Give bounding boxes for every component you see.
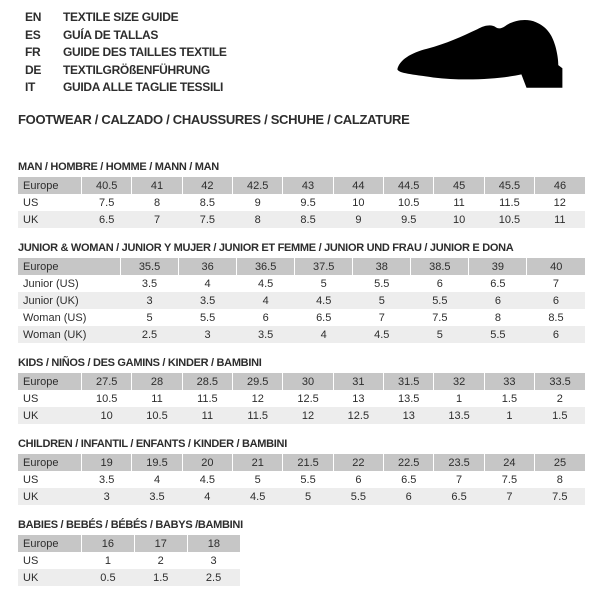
legend-line-it xyxy=(25,79,227,97)
category-heading: FOOTWEAR / CALZADO / CHAUSSURES / SCHUHE / CALZATURE xyxy=(18,112,410,127)
size-value-cell: 4.5 xyxy=(295,292,353,309)
size-table-man xyxy=(18,177,585,228)
size-value-cell: 37.5 xyxy=(295,258,353,275)
size-value-cell: 31.5 xyxy=(384,373,434,390)
size-value-cell: 36 xyxy=(179,258,237,275)
section-man xyxy=(18,161,585,228)
size-value-cell: 7 xyxy=(484,488,534,505)
size-value-cell: 5.5 xyxy=(300,473,316,486)
size-value-cell: 2 xyxy=(157,554,164,567)
size-value-cell: 3.5 xyxy=(132,488,182,505)
size-value-cell: 5.5 xyxy=(469,326,527,343)
size-value-cell: 8 xyxy=(494,311,501,324)
size-value-cell: 0.5 xyxy=(82,569,135,586)
size-value-cell: 11 xyxy=(453,196,465,209)
size-value-cell: 1 xyxy=(484,407,534,424)
size-value-cell: 6 xyxy=(384,488,434,505)
table-row xyxy=(18,390,585,407)
size-value-cell: 7.5 xyxy=(432,311,448,324)
size-value-cell: 33 xyxy=(484,373,534,390)
size-value-cell: 7 xyxy=(456,473,463,486)
row-label: Junior (US) xyxy=(23,277,79,290)
size-value-cell: 8.5 xyxy=(548,311,564,324)
size-value-cell: 3.5 xyxy=(99,473,115,486)
size-value-cell: 10.5 xyxy=(484,211,534,228)
size-value-cell: 4.5 xyxy=(258,277,274,290)
size-value-cell: 12 xyxy=(553,196,566,209)
size-table-kids xyxy=(18,373,585,424)
size-value-cell: 23.5 xyxy=(434,454,484,471)
size-value-cell: 22.5 xyxy=(384,454,434,471)
size-value-cell: 33.5 xyxy=(535,373,585,390)
row-label: US xyxy=(23,196,39,209)
size-value-cell: 24 xyxy=(484,454,534,471)
size-value-cell: 12 xyxy=(251,392,264,405)
size-value-cell: 7.5 xyxy=(182,211,232,228)
size-value-cell: 40 xyxy=(527,258,585,275)
size-value-cell: 46 xyxy=(535,177,585,194)
size-value-cell: 6.5 xyxy=(316,311,332,324)
row-label: US xyxy=(23,473,39,486)
size-value-cell: 8.5 xyxy=(283,211,333,228)
size-value-cell: 10.5 xyxy=(95,392,118,405)
size-value-cell: 5 xyxy=(146,311,153,324)
size-table-junior-woman xyxy=(18,258,585,343)
size-value-cell: 11.5 xyxy=(197,392,218,405)
row-label: US xyxy=(23,392,39,405)
table-row xyxy=(18,326,585,343)
size-value-cell: 8 xyxy=(153,196,161,209)
size-value-cell: 36.5 xyxy=(237,258,295,275)
size-value-cell: 43 xyxy=(283,177,333,194)
size-value-cell: 8.5 xyxy=(199,196,215,209)
section-title: JUNIOR & WOMAN / JUNIOR Y MUJER / JUNIOR ET FEMME / JUNIOR UND FRAU / JUNIOR E DONA xyxy=(18,242,514,254)
size-value-cell: 4 xyxy=(237,292,295,309)
table-row xyxy=(18,275,585,292)
size-value-cell: 7 xyxy=(552,277,560,290)
size-value-cell: 28 xyxy=(132,373,182,390)
size-value-cell: 7.5 xyxy=(535,488,585,505)
size-value-cell: 5.5 xyxy=(374,277,390,290)
size-value-cell: 31 xyxy=(333,373,383,390)
size-value-cell: 10.5 xyxy=(132,407,182,424)
language-label: TEXTILE SIZE GUIDE xyxy=(63,10,179,24)
size-value-cell: 10 xyxy=(352,196,365,209)
size-value-cell: 9.5 xyxy=(300,196,316,209)
size-value-cell: 4 xyxy=(153,473,161,486)
size-value-cell: 7 xyxy=(132,211,182,228)
section-title: MAN / HOMBRE / HOMME / MANN / MAN xyxy=(18,161,219,173)
language-code: DE xyxy=(25,62,42,77)
language-code: IT xyxy=(25,80,36,94)
table-row xyxy=(18,535,240,552)
size-value-cell: 6 xyxy=(527,292,585,309)
size-value-cell: 42.5 xyxy=(233,177,283,194)
size-value-cell: 1 xyxy=(456,392,463,405)
size-value-cell: 39 xyxy=(469,258,527,275)
row-label: UK xyxy=(18,569,82,586)
size-table-children xyxy=(18,454,585,505)
size-value-cell: 32 xyxy=(434,373,484,390)
row-label: Europe xyxy=(18,535,82,552)
size-value-cell: 6 xyxy=(355,473,362,486)
section-kids xyxy=(18,357,585,424)
section-title: BABIES / BEBÉS / BÉBÉS / BABYS /BAMBINI xyxy=(18,519,243,531)
size-value-cell: 1.5 xyxy=(535,407,585,424)
table-row xyxy=(18,471,585,488)
size-value-cell: 12 xyxy=(283,407,333,424)
table-row xyxy=(18,407,585,424)
size-value-cell: 5 xyxy=(411,326,469,343)
size-value-cell: 5.5 xyxy=(411,292,469,309)
table-row xyxy=(18,211,585,228)
size-value-cell: 5.5 xyxy=(333,488,383,505)
size-value-cell: 6 xyxy=(262,311,269,324)
size-value-cell: 13 xyxy=(352,392,365,405)
size-value-cell: 5.5 xyxy=(199,311,216,324)
size-value-cell: 21.5 xyxy=(283,454,333,471)
language-label: GUIDA ALLE TAGLIE TESSILI xyxy=(63,80,224,94)
size-value-cell: 3.5 xyxy=(179,292,237,309)
size-value-cell: 13 xyxy=(384,407,434,424)
size-value-cell: 6.5 xyxy=(490,277,506,290)
section-title: KIDS / NIÑOS / DES GAMINS / KINDER / BAMBINI xyxy=(18,357,262,369)
size-value-cell: 8 xyxy=(556,473,563,486)
table-row xyxy=(18,194,585,211)
table-row xyxy=(18,552,240,569)
row-label: UK xyxy=(18,488,82,505)
row-label: Woman (UK) xyxy=(18,326,121,343)
size-value-cell: 4.5 xyxy=(199,473,215,486)
size-value-cell: 42 xyxy=(182,177,232,194)
row-label: UK xyxy=(18,407,82,424)
dress-shoe-icon xyxy=(390,18,580,100)
size-value-cell: 35.5 xyxy=(121,258,179,275)
row-label: Europe xyxy=(18,373,82,390)
size-value-cell: 11 xyxy=(182,407,232,424)
size-value-cell: 6 xyxy=(469,292,527,309)
size-value-cell: 10.5 xyxy=(398,196,420,209)
size-value-cell: 6 xyxy=(436,277,443,290)
size-value-cell: 6.5 xyxy=(401,473,417,486)
table-row xyxy=(18,454,585,471)
section-junior-woman xyxy=(18,242,585,343)
section-children xyxy=(18,438,585,505)
size-value-cell: 38 xyxy=(353,258,411,275)
size-value-cell: 13.5 xyxy=(398,392,420,405)
size-value-cell: 1.5 xyxy=(501,392,518,405)
size-value-cell: 22 xyxy=(333,454,383,471)
size-value-cell: 1 xyxy=(104,554,111,567)
size-value-cell: 9.5 xyxy=(384,211,434,228)
row-label: Europe xyxy=(18,177,82,194)
size-value-cell: 3.5 xyxy=(237,326,295,343)
size-value-cell: 7.5 xyxy=(501,473,518,486)
size-value-cell: 25 xyxy=(535,454,585,471)
language-code: FR xyxy=(25,45,41,59)
size-value-cell: 5 xyxy=(283,488,333,505)
size-value-cell: 18 xyxy=(187,535,240,552)
legend-line-en xyxy=(25,9,227,27)
size-value-cell: 10 xyxy=(82,407,132,424)
section-title: CHILDREN / INFANTIL / ENFANTS / KINDER / BAMBINI xyxy=(18,438,287,450)
size-value-cell: 28.5 xyxy=(182,373,232,390)
size-value-cell: 4 xyxy=(204,277,211,290)
size-value-cell: 44 xyxy=(333,177,383,194)
legend-line-de xyxy=(25,62,227,80)
size-value-cell: 7.5 xyxy=(99,196,115,209)
size-value-cell: 11.5 xyxy=(233,407,283,424)
language-code: EN xyxy=(25,10,42,24)
legend-line-fr xyxy=(25,44,227,62)
size-value-cell: 12.5 xyxy=(333,407,383,424)
language-legend xyxy=(25,9,227,97)
size-value-cell: 4 xyxy=(295,326,353,343)
size-value-cell: 2 xyxy=(556,392,563,405)
row-label: Europe xyxy=(18,258,121,275)
size-value-cell: 3 xyxy=(179,326,237,343)
size-value-cell: 13.5 xyxy=(434,407,484,424)
size-value-cell: 6 xyxy=(527,326,585,343)
legend-line-es xyxy=(25,27,227,45)
language-label: TEXTILGRÖßENFÜHRUNG xyxy=(63,62,210,77)
size-value-cell: 3.5 xyxy=(141,277,158,290)
size-value-cell: 44.5 xyxy=(384,177,434,194)
language-label: GUIDE DES TAILLES TEXTILE xyxy=(63,45,227,59)
size-value-cell: 27.5 xyxy=(82,373,132,390)
size-value-cell: 3 xyxy=(82,488,132,505)
size-value-cell: 19 xyxy=(82,454,132,471)
section-babies xyxy=(18,519,585,586)
size-value-cell: 1.5 xyxy=(134,569,187,586)
table-row xyxy=(18,309,585,326)
size-value-cell: 2.5 xyxy=(187,569,240,586)
size-value-cell: 38.5 xyxy=(411,258,469,275)
size-value-cell: 11.5 xyxy=(499,196,520,209)
size-value-cell: 40.5 xyxy=(82,177,132,194)
row-label: Junior (UK) xyxy=(18,292,121,309)
size-value-cell: 6.5 xyxy=(82,211,132,228)
size-table-babies xyxy=(18,535,240,586)
size-value-cell: 29.5 xyxy=(233,373,283,390)
size-value-cell: 30 xyxy=(283,373,333,390)
size-tables-area xyxy=(18,148,585,600)
size-value-cell: 12.5 xyxy=(297,392,319,405)
row-label: Europe xyxy=(18,454,82,471)
size-value-cell: 45 xyxy=(434,177,484,194)
size-value-cell: 4 xyxy=(182,488,232,505)
size-value-cell: 5 xyxy=(254,473,261,486)
size-value-cell: 20 xyxy=(182,454,232,471)
size-value-cell: 19.5 xyxy=(132,454,182,471)
size-value-cell: 10 xyxy=(434,211,484,228)
row-label: UK xyxy=(18,211,82,228)
size-value-cell: 9 xyxy=(254,196,261,209)
table-row xyxy=(18,373,585,390)
size-value-cell: 4.5 xyxy=(233,488,283,505)
size-value-cell: 3 xyxy=(121,292,179,309)
language-code: ES xyxy=(25,27,41,42)
size-value-cell: 4.5 xyxy=(353,326,411,343)
language-label: GUÍA DE TALLAS xyxy=(63,27,159,42)
table-row xyxy=(18,177,585,194)
size-value-cell: 7 xyxy=(378,311,385,324)
size-value-cell: 17 xyxy=(134,535,187,552)
table-row xyxy=(18,488,585,505)
row-label: US xyxy=(23,554,39,567)
size-value-cell: 11 xyxy=(151,392,163,405)
size-value-cell: 5 xyxy=(320,277,327,290)
size-value-cell: 11 xyxy=(535,211,585,228)
size-value-cell: 9 xyxy=(333,211,383,228)
size-value-cell: 5 xyxy=(353,292,411,309)
size-value-cell: 2.5 xyxy=(121,326,179,343)
size-value-cell: 21 xyxy=(233,454,283,471)
table-row xyxy=(18,569,240,586)
row-label: Woman (US) xyxy=(23,311,87,324)
size-value-cell: 8 xyxy=(233,211,283,228)
size-value-cell: 45.5 xyxy=(484,177,534,194)
table-row xyxy=(18,258,585,275)
table-row xyxy=(18,292,585,309)
size-value-cell: 41 xyxy=(132,177,182,194)
size-value-cell: 6.5 xyxy=(434,488,484,505)
size-value-cell: 16 xyxy=(82,535,135,552)
size-value-cell: 3 xyxy=(210,554,217,567)
